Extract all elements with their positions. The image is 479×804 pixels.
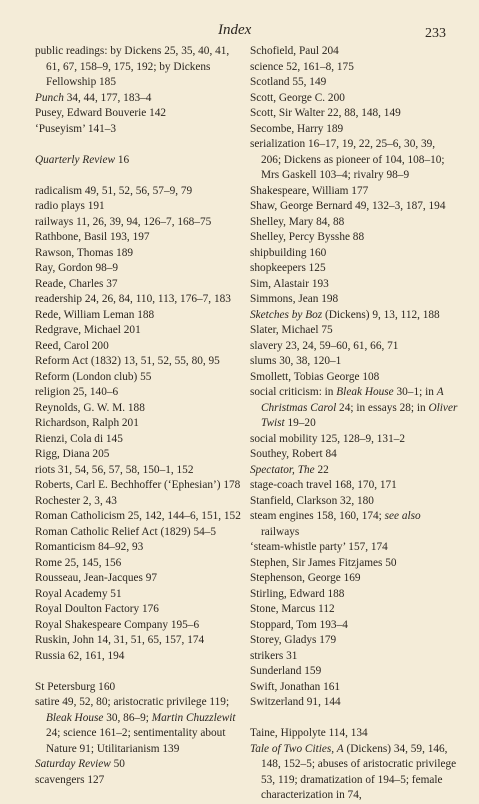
section-gap — [35, 664, 243, 680]
index-entry: Roman Catholicism 25, 142, 144–6, 151, 152 — [35, 510, 241, 522]
index-entry: radicalism 49, 51, 52, 56, 57–9, 79 — [35, 184, 193, 197]
index-entry: public readings: by Dickens 25, 35, 40, 41, 61, 67, 158–9, 175, 192; by Dickens Fellowship 185 — [35, 45, 230, 88]
index-entry: ‘steam-whistle party’ 157, 174 — [250, 541, 388, 553]
index-entry: Saturday Review 50 — [35, 758, 125, 770]
index-entry: Reade, Charles 37 — [35, 277, 118, 290]
index-entry: Rathbone, Basil 193, 197 — [35, 231, 150, 243]
index-entry: Switzerland 91, 144 — [250, 696, 341, 708]
index-entry: Reform Act (1832) 13, 51, 52, 55, 80, 95 — [35, 355, 220, 367]
index-entry: scavengers 127 — [35, 773, 105, 786]
index-entry: railways 11, 26, 39, 94, 126–7, 168–75 — [35, 215, 212, 228]
index-entry: Royal Shakespeare Company 195–6 — [35, 618, 200, 631]
index-entry: Stone, Marcus 112 — [250, 603, 335, 615]
index-entry: Stoppard, Tom 193–4 — [250, 618, 348, 631]
index-entry: St Petersburg 160 — [35, 680, 116, 693]
index-column-left — [35, 44, 243, 788]
index-entry: Scott, George C. 200 — [250, 91, 345, 104]
index-entry: steam engines 158, 160, 174; see also railways — [250, 510, 421, 538]
index-entry: serialization 16–17, 19, 22, 25–6, 30, 39, 206; Dickens as pioneer of 104, 108–10; Mrs Gaskell 103–4; rivalry 98–9 — [250, 138, 445, 181]
index-entry: shopkeepers 125 — [250, 262, 326, 274]
index-entry: Swift, Jonathan 161 — [250, 680, 341, 693]
index-entry: religion 25, 140–6 — [35, 386, 119, 398]
index-entry: Stirling, Edward 188 — [250, 587, 345, 600]
index-entry: Russia 62, 161, 194 — [35, 649, 125, 662]
index-entry: Reynolds, G. W. M. 188 — [35, 401, 145, 414]
index-entry: Rigg, Diana 205 — [35, 448, 110, 460]
index-entry: Ruskin, John 14, 31, 51, 65, 157, 174 — [35, 634, 205, 646]
section-gap — [35, 137, 243, 153]
index-entry: satire 49, 52, 80; aristocratic privilege 119; Bleak House 30, 86–9; Martin Chuzzlewit 24; science 161–2; sentimentality about Nature 91; Utilitarianism 139 — [35, 696, 236, 755]
index-entry: Pusey, Edward Bouverie 142 — [35, 107, 167, 119]
index-entry: Royal Academy 51 — [35, 587, 122, 600]
index-entry: social mobility 125, 128–9, 131–2 — [250, 432, 406, 445]
index-entry: ‘Puseyism’ 141–3 — [35, 122, 117, 135]
index-entry: strikers 31 — [250, 649, 298, 662]
index-entry: Stephen, Sir James Fitzjames 50 — [250, 556, 397, 569]
index-entry: slums 30, 38, 120–1 — [250, 355, 342, 367]
index-entry: Rede, William Leman 188 — [35, 308, 155, 321]
page-number: 233 — [425, 26, 446, 41]
index-entry: social criticism: in Bleak House 30–1; in A Christmas Carol 24; in essays 28; in Oliver Twist 19–20 — [250, 386, 458, 429]
index-entry: Storey, Gladys 179 — [250, 634, 337, 646]
index-column-right — [250, 44, 458, 804]
index-entry: readership 24, 26, 84, 110, 113, 176–7, 183 — [35, 293, 231, 305]
index-entry: stage-coach travel 168, 170, 171 — [250, 479, 397, 491]
index-entry: Rousseau, Jean-Jacques 97 — [35, 572, 158, 584]
index-entry: Taine, Hippolyte 114, 134 — [250, 727, 368, 739]
index-entry: Schofield, Paul 204 — [250, 45, 339, 57]
running-header — [0, 18, 479, 42]
index-entry: Spectator, The 22 — [250, 463, 329, 476]
index-entry: Sketches by Boz (Dickens) 9, 13, 112, 188 — [250, 308, 440, 321]
index-entry: riots 31, 54, 56, 57, 58, 150–1, 152 — [35, 463, 194, 476]
index-entry: Royal Doulton Factory 176 — [35, 603, 159, 615]
index-entry: Stanfield, Clarkson 32, 180 — [250, 494, 374, 507]
index-entry: Smollett, Tobias George 108 — [250, 370, 380, 383]
index-entry: Reed, Carol 200 — [35, 339, 109, 352]
index-entry: Redgrave, Michael 201 — [35, 324, 141, 336]
index-entry: Secombe, Harry 189 — [250, 122, 344, 135]
index-entry: Tale of Two Cities, A (Dickens) 34, 59, 146, 148, 152–5; abuses of aristocratic privilege 53, 119; dramatization of 194–5; female characterization in 74, — [250, 742, 457, 801]
index-entry: Sunderland 159 — [250, 665, 322, 677]
index-entry: Scotland 55, 149 — [250, 76, 327, 88]
index-entry: Roman Catholic Relief Act (1829) 54–5 — [35, 525, 217, 538]
index-entry: Ray, Gordon 98–9 — [35, 262, 119, 274]
section-gap — [35, 168, 243, 184]
index-entry: Shelley, Percy Bysshe 88 — [250, 231, 365, 243]
index-entry: Quarterly Review 16 — [35, 153, 130, 166]
index-entry: Sim, Alastair 193 — [250, 277, 329, 290]
index-entry: Shaw, George Bernard 49, 132–3, 187, 194 — [250, 200, 446, 212]
index-entry: radio plays 191 — [35, 200, 105, 212]
index-entry: Scott, Sir Walter 22, 88, 148, 149 — [250, 107, 401, 119]
page-title: Index — [218, 22, 252, 38]
index-entry: Slater, Michael 75 — [250, 324, 333, 336]
index-entry: Romanticism 84–92, 93 — [35, 541, 144, 553]
index-entry: Rochester 2, 3, 43 — [35, 494, 117, 507]
index-entry: Shakespeare, William 177 — [250, 184, 369, 197]
index-entry: shipbuilding 160 — [250, 246, 327, 259]
index-entry: Roberts, Carl E. Bechhoffer (‘Ephesian’) 178 — [35, 479, 241, 491]
index-entry: Punch 34, 44, 177, 183–4 — [35, 91, 152, 104]
index-entry: Rawson, Thomas 189 — [35, 246, 134, 259]
index-entry: slavery 23, 24, 59–60, 61, 66, 71 — [250, 339, 399, 352]
index-entry: Stephenson, George 169 — [250, 572, 361, 584]
index-entry: Shelley, Mary 84, 88 — [250, 215, 345, 228]
index-entry: science 52, 161–8, 175 — [250, 60, 354, 73]
index-entry: Rienzi, Cola di 145 — [35, 432, 123, 445]
index-entry: Southey, Robert 84 — [250, 448, 337, 460]
index-entry: Reform (London club) 55 — [35, 370, 152, 383]
index-entry: Richardson, Ralph 201 — [35, 417, 139, 429]
index-entry: Simmons, Jean 198 — [250, 293, 339, 305]
index-entry: Rome 25, 145, 156 — [35, 556, 122, 569]
section-gap — [250, 711, 458, 727]
